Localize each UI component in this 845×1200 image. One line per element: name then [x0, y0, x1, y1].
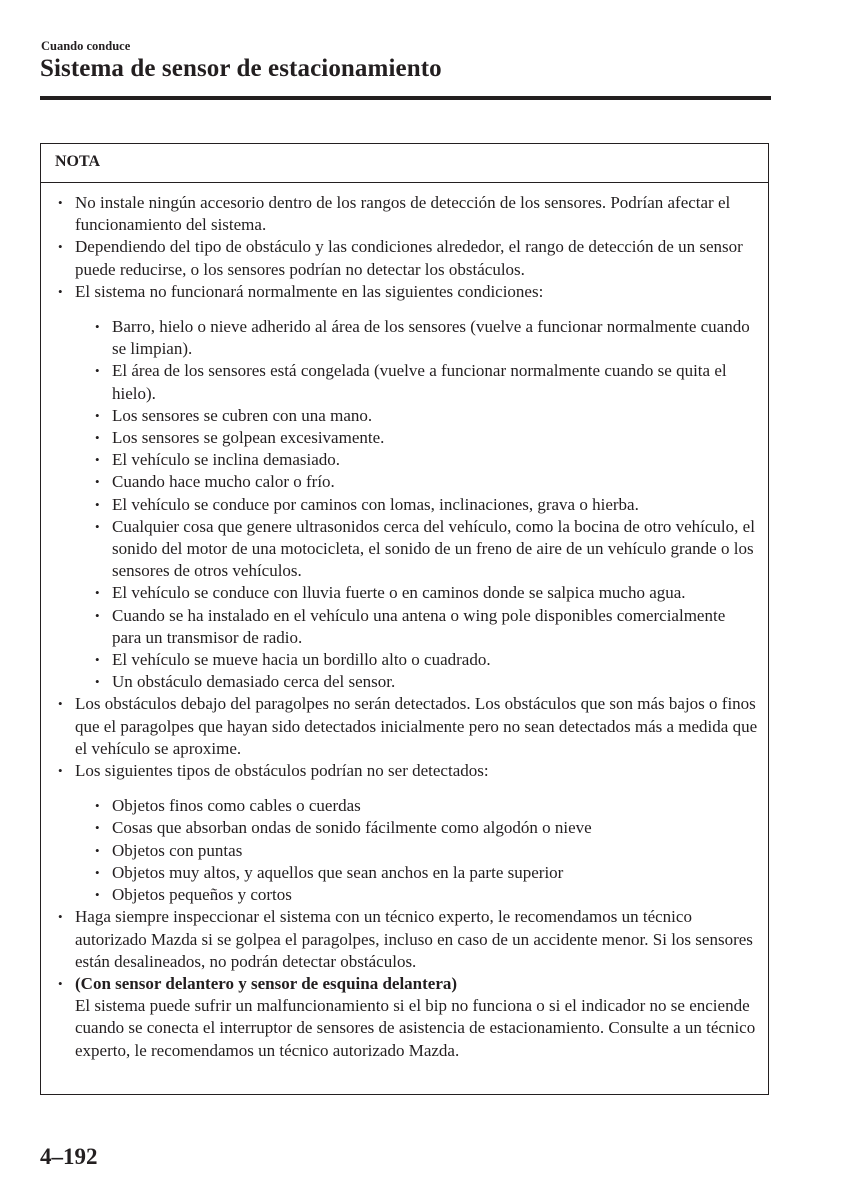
page-number: 4–192 — [40, 1144, 98, 1169]
sub-list-item: • Cualquier cosa que genere ultrasonidos cerca del vehículo, como la bocina de otro vehículo, el sonido del motor de una motocicleta, el sonido de un freno de aire de un vehículo grande o los sensores de otros vehículos. — [92, 516, 758, 583]
sub-list-item: • El vehículo se conduce por caminos con lomas, inclinaciones, grava o hierba. — [92, 494, 758, 516]
sub-list-item: • Barro, hielo o nieve adherido al área de los sensores (vuelve a funcionar normalmente cuando se limpian). — [92, 316, 758, 360]
list-item-text: Dependiendo del tipo de obstáculo y las condiciones alrededor, el rango de detección de un sensor puede reducirse, o los sensores podrían no detectar los obstáculos. — [75, 237, 743, 279]
list-item — [55, 760, 758, 906]
list-item-text: El sistema no funcionará normalmente en las siguientes condiciones: — [75, 281, 544, 301]
list-item — [55, 973, 758, 1062]
list-item — [55, 906, 758, 973]
list-item — [55, 236, 758, 280]
sub-list-item: • Cuando hace mucho calor o frío. — [92, 471, 758, 493]
note-box — [40, 143, 769, 1095]
sub-list — [92, 795, 758, 906]
sub-list-item: • Los sensores se cubren con una mano. — [92, 405, 758, 427]
list-item — [55, 693, 758, 760]
sub-list-item: • Objetos con puntas — [92, 840, 758, 862]
sub-list-item: • Los sensores se golpean excesivamente. — [92, 427, 758, 449]
section-label: Cuando conduce — [41, 39, 131, 53]
list-item-text: Los obstáculos debajo del paragolpes no serán detectados. Los obstáculos que son más bajos o finos que el paragolpes que hayan sido detectados inicialmente pero no sean detectados más a medida que el vehículo se aproxime. — [75, 694, 758, 758]
list-item-text: Haga siempre inspeccionar el sistema con un técnico experto, le recomendamos un técnico autorizado Mazda si se golpea el paragolpes, incluso en caso de un accidente menor. Si los sensores están desalineados, no podrán detectar obstáculos. — [75, 907, 753, 971]
sub-list-item: • Un obstáculo demasiado cerca del sensor. — [92, 671, 758, 693]
note-list — [55, 192, 758, 1062]
sub-list-item: • Objetos muy altos, y aquellos que sean anchos en la parte superior — [92, 862, 758, 884]
sub-list-item: • El vehículo se conduce con lluvia fuerte o en caminos donde se salpica mucho agua. — [92, 582, 758, 604]
title-rule — [40, 96, 771, 100]
sub-list-item: • El vehículo se inclina demasiado. — [92, 449, 758, 471]
sub-list-item: • Cuando se ha instalado en el vehículo una antena o wing pole disponibles comercialmente para un transmisor de radio. — [92, 605, 758, 649]
sub-list-item: • Objetos finos como cables o cuerdas — [92, 795, 758, 817]
list-item — [55, 192, 758, 236]
list-item-text: No instale ningún accesorio dentro de los rangos de detección de los sensores. Podrían afectar el funcionamiento del sistema. — [75, 193, 731, 235]
sub-list-item: • El vehículo se mueve hacia un bordillo alto o cuadrado. — [92, 649, 758, 671]
list-item-heading: • (Con sensor delantero y sensor de esquina delantera) — [75, 973, 458, 993]
page-title: Sistema de sensor de estacionamiento — [40, 55, 442, 82]
sub-list-item: • Cosas que absorban ondas de sonido fácilmente como algodón o nieve — [92, 817, 758, 839]
sub-list — [92, 316, 758, 693]
sub-list-item: • El área de los sensores está congelada (vuelve a funcionar normalmente cuando se quita el hielo). — [92, 360, 758, 404]
note-body — [41, 183, 768, 1062]
sub-list-item: • Objetos pequeños y cortos — [92, 884, 758, 906]
list-item — [55, 281, 758, 694]
list-item-text: El sistema puede sufrir un malfuncionamiento si el bip no funciona o si el indicador no se enciende cuando se conecta el interruptor de sensores de asistencia de estacionamiento. Consulte a un técnico experto, le recomendamos un técnico autorizado Mazda. — [75, 996, 756, 1060]
note-heading: NOTA — [41, 144, 768, 183]
list-item-text: Los siguientes tipos de obstáculos podrían no ser detectados: — [75, 761, 489, 781]
